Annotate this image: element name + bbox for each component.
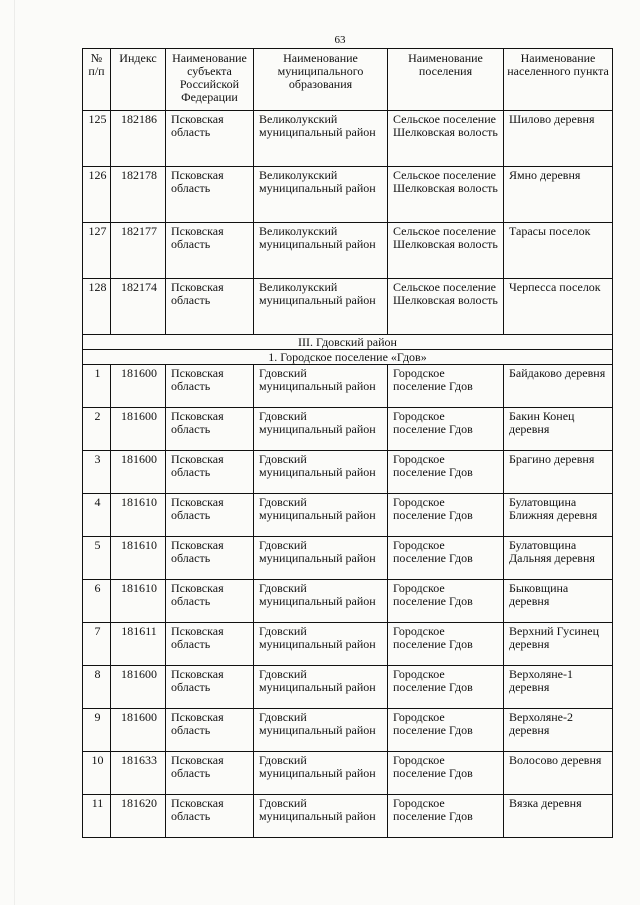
cell-settlement: Сельское поселение Шелковская волость bbox=[388, 279, 504, 335]
cell-locality: Шилово деревня bbox=[504, 111, 613, 167]
header-row bbox=[83, 49, 613, 111]
cell-number: 11 bbox=[83, 795, 111, 838]
cell-number: 10 bbox=[83, 752, 111, 795]
table-row bbox=[83, 223, 613, 279]
cell-index: 182177 bbox=[111, 223, 166, 279]
table-row bbox=[83, 494, 613, 537]
cell-number: 5 bbox=[83, 537, 111, 580]
cell-locality: Верхоляне-2 деревня bbox=[504, 709, 613, 752]
cell-municipality: Гдовский муниципальный район bbox=[254, 752, 388, 795]
cell-settlement: Городское поселение Гдов bbox=[388, 666, 504, 709]
cell-subject: Псковская область bbox=[166, 111, 254, 167]
cell-index: 182178 bbox=[111, 167, 166, 223]
cell-locality: Брагино деревня bbox=[504, 451, 613, 494]
header-cell-locality: Наименование населенного пункта bbox=[504, 49, 613, 111]
cell-number: 2 bbox=[83, 408, 111, 451]
cell-subject: Псковская область bbox=[166, 408, 254, 451]
table-row bbox=[83, 167, 613, 223]
cell-index: 181610 bbox=[111, 537, 166, 580]
table-row bbox=[83, 580, 613, 623]
cell-index: 181610 bbox=[111, 494, 166, 537]
cell-settlement: Городское поселение Гдов bbox=[388, 537, 504, 580]
cell-number: 4 bbox=[83, 494, 111, 537]
table-row bbox=[83, 365, 613, 408]
cell-number: 1 bbox=[83, 365, 111, 408]
cell-municipality: Гдовский муниципальный район bbox=[254, 623, 388, 666]
cell-number: 3 bbox=[83, 451, 111, 494]
header-cell-settlement: Наименование поселения bbox=[388, 49, 504, 111]
cell-locality: Байдаково деревня bbox=[504, 365, 613, 408]
cell-number: 125 bbox=[83, 111, 111, 167]
cell-index: 181620 bbox=[111, 795, 166, 838]
cell-settlement: Городское поселение Гдов bbox=[388, 752, 504, 795]
section-settlement-title: 1. Городское поселение «Гдов» bbox=[83, 350, 613, 365]
table-row bbox=[83, 752, 613, 795]
table-row bbox=[83, 408, 613, 451]
cell-municipality: Гдовский муниципальный район bbox=[254, 451, 388, 494]
cell-settlement: Городское поселение Гдов bbox=[388, 709, 504, 752]
cell-number: 9 bbox=[83, 709, 111, 752]
cell-locality: Вязка деревня bbox=[504, 795, 613, 838]
cell-subject: Псковская область bbox=[166, 623, 254, 666]
cell-number: 126 bbox=[83, 167, 111, 223]
cell-index: 181611 bbox=[111, 623, 166, 666]
cell-settlement: Городское поселение Гдов bbox=[388, 623, 504, 666]
cell-subject: Псковская область bbox=[166, 580, 254, 623]
cell-municipality: Гдовский муниципальный район bbox=[254, 537, 388, 580]
cell-number: 8 bbox=[83, 666, 111, 709]
cell-settlement: Сельское поселение Шелковская волость bbox=[388, 111, 504, 167]
cell-number: 6 bbox=[83, 580, 111, 623]
cell-settlement: Городское поселение Гдов bbox=[388, 580, 504, 623]
cell-settlement: Городское поселение Гдов bbox=[388, 795, 504, 838]
table-row bbox=[83, 279, 613, 335]
cell-index: 182174 bbox=[111, 279, 166, 335]
cell-index: 181600 bbox=[111, 365, 166, 408]
cell-index: 181600 bbox=[111, 451, 166, 494]
cell-subject: Псковская область bbox=[166, 752, 254, 795]
table-row bbox=[83, 795, 613, 838]
cell-index: 181610 bbox=[111, 580, 166, 623]
header-cell-municipality: Наименование муниципального образования bbox=[254, 49, 388, 111]
table-row bbox=[83, 709, 613, 752]
page-number: 63 bbox=[334, 34, 346, 46]
table-row bbox=[83, 451, 613, 494]
section-row-district bbox=[83, 335, 613, 350]
table-row bbox=[83, 623, 613, 666]
cell-settlement: Городское поселение Гдов bbox=[388, 365, 504, 408]
cell-subject: Псковская область bbox=[166, 167, 254, 223]
header-cell-subject: Наименование субъекта Российской Федерации bbox=[166, 49, 254, 111]
cell-subject: Псковская область bbox=[166, 537, 254, 580]
cell-locality: Ямно деревня bbox=[504, 167, 613, 223]
table-body-velikoluksky bbox=[83, 111, 613, 335]
table-body-gdovsky bbox=[83, 365, 613, 838]
cell-settlement: Городское поселение Гдов bbox=[388, 494, 504, 537]
cell-municipality: Великолукский муниципальный район bbox=[254, 279, 388, 335]
cell-subject: Псковская область bbox=[166, 223, 254, 279]
cell-municipality: Гдовский муниципальный район bbox=[254, 494, 388, 537]
cell-number: 127 bbox=[83, 223, 111, 279]
cell-subject: Псковская область bbox=[166, 494, 254, 537]
cell-index: 181633 bbox=[111, 752, 166, 795]
cell-subject: Псковская область bbox=[166, 666, 254, 709]
header-cell-number: № п/п bbox=[83, 49, 111, 111]
section-district-title: III. Гдовский район bbox=[83, 335, 613, 350]
section-row-settlement bbox=[83, 350, 613, 365]
cell-index: 182186 bbox=[111, 111, 166, 167]
cell-subject: Псковская область bbox=[166, 709, 254, 752]
cell-locality: Черпесса поселок bbox=[504, 279, 613, 335]
cell-index: 181600 bbox=[111, 408, 166, 451]
cell-subject: Псковская область bbox=[166, 279, 254, 335]
cell-subject: Псковская область bbox=[166, 795, 254, 838]
localities-table bbox=[82, 48, 613, 838]
cell-locality: Быковщина деревня bbox=[504, 580, 613, 623]
cell-municipality: Гдовский муниципальный район bbox=[254, 666, 388, 709]
cell-municipality: Великолукский муниципальный район bbox=[254, 167, 388, 223]
cell-municipality: Великолукский муниципальный район bbox=[254, 111, 388, 167]
cell-locality: Верхний Гусинец деревня bbox=[504, 623, 613, 666]
header-cell-index: Индекс bbox=[111, 49, 166, 111]
cell-number: 128 bbox=[83, 279, 111, 335]
table-header bbox=[83, 49, 613, 111]
cell-number: 7 bbox=[83, 623, 111, 666]
scan-edge-mark bbox=[14, 0, 15, 905]
table-row bbox=[83, 666, 613, 709]
cell-municipality: Гдовский муниципальный район bbox=[254, 795, 388, 838]
cell-settlement: Городское поселение Гдов bbox=[388, 451, 504, 494]
cell-municipality: Гдовский муниципальный район bbox=[254, 408, 388, 451]
cell-locality: Волосово деревня bbox=[504, 752, 613, 795]
cell-locality: Верхоляне-1 деревня bbox=[504, 666, 613, 709]
cell-subject: Псковская область bbox=[166, 365, 254, 408]
cell-subject: Псковская область bbox=[166, 451, 254, 494]
cell-index: 181600 bbox=[111, 709, 166, 752]
cell-settlement: Сельское поселение Шелковская волость bbox=[388, 167, 504, 223]
cell-locality: Булатовщина Ближняя деревня bbox=[504, 494, 613, 537]
cell-settlement: Сельское поселение Шелковская волость bbox=[388, 223, 504, 279]
cell-municipality: Гдовский муниципальный район bbox=[254, 709, 388, 752]
cell-locality: Булатовщина Дальняя деревня bbox=[504, 537, 613, 580]
cell-municipality: Гдовский муниципальный район bbox=[254, 365, 388, 408]
cell-locality: Тарасы поселок bbox=[504, 223, 613, 279]
table-row bbox=[83, 537, 613, 580]
cell-locality: Бакин Конец деревня bbox=[504, 408, 613, 451]
cell-municipality: Великолукский муниципальный район bbox=[254, 223, 388, 279]
cell-settlement: Городское поселение Гдов bbox=[388, 408, 504, 451]
table-row bbox=[83, 111, 613, 167]
cell-index: 181600 bbox=[111, 666, 166, 709]
table-section-headers bbox=[83, 335, 613, 365]
cell-municipality: Гдовский муниципальный район bbox=[254, 580, 388, 623]
